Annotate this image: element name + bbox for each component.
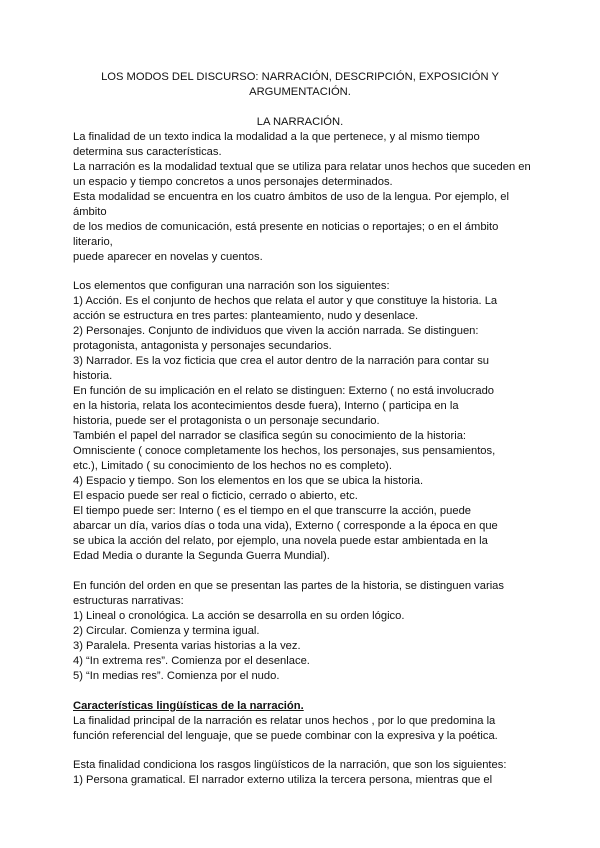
paragraph-line: de los medios de comunicación, está presente en noticias o reportajes; o en el ámbito: [73, 221, 499, 233]
paragraph-line: ámbito: [73, 206, 107, 218]
paragraph-line: etc.), Limitado ( su conocimiento de los hechos no es completo).: [73, 460, 393, 472]
list-item: 4) Espacio y tiempo. Son los elementos en los que se ubica la historia.: [73, 475, 424, 487]
paragraph-line: abarcar un día, varios días o toda una vida), Externo ( corresponde a la época en que: [73, 520, 498, 532]
list-item: 3) Narrador. Es la voz ficticia que crea el autor dentro de la narración para contar su: [73, 355, 490, 367]
paragraph-line: estructuras narrativas:: [73, 595, 184, 607]
list-item: 2) Personajes. Conjunto de individuos que viven la acción narrada. Se distinguen:: [73, 325, 479, 337]
paragraph-line: historia.: [73, 370, 113, 382]
list-item: 4) “In extrema res”. Comienza por el desenlace.: [73, 655, 310, 667]
paragraph-line: Omnisciente ( conoce completamente los hechos, los personajes, sus pensamientos,: [73, 445, 496, 457]
paragraph-line: historia, puede ser el protagonista o un personaje secundario.: [73, 415, 380, 427]
paragraph-line: puede aparecer en novelas y cuentos.: [73, 251, 263, 263]
paragraph-line: en la historia, relata los acontecimientos desde fuera), Interno ( participa en la: [73, 400, 459, 412]
paragraph-line: También el papel del narrador se clasifica según su conocimiento de la historia:: [73, 430, 467, 442]
paragraph-line: protagonista, antagonista y personajes secundarios.: [73, 340, 332, 352]
paragraph-line: función referencial del lenguaje, que se puede combinar con la expresiva y la poética.: [73, 730, 498, 742]
paragraph-line: La finalidad de un texto indica la modalidad a la que pertenece, y al mismo tiempo: [73, 131, 480, 143]
section-title: LA NARRACIÓN.: [256, 116, 344, 128]
list-item: 5) “In medias res”. Comienza por el nudo.: [73, 670, 280, 682]
document-title: ARGUMENTACIÓN.: [249, 86, 351, 98]
paragraph-line: determina sus características.: [73, 146, 222, 158]
paragraph-line: un espacio y tiempo concretos a unos personajes determinados.: [73, 176, 393, 188]
paragraph-line: El tiempo puede ser: Interno ( es el tiempo en el que transcurre la acción, puede: [73, 505, 472, 517]
paragraph-line: acción se estructura en tres partes: planteamiento, nudo y desenlace.: [73, 310, 419, 322]
list-item: 1) Persona gramatical. El narrador externo utiliza la tercera persona, mientras que el: [73, 774, 493, 786]
paragraph-line: se ubica la acción del relato, por ejemplo, una novela puede estar ambientada en la: [73, 535, 488, 547]
document-title: LOS MODOS DEL DISCURSO: NARRACIÓN, DESCRIPCIÓN, EXPOSICIÓN Y: [101, 71, 499, 83]
paragraph-line: Esta finalidad condiciona los rasgos lingüísticos de la narración, que son los siguientes:: [73, 759, 507, 771]
list-item: 1) Lineal o cronológica. La acción se desarrolla en su orden lógico.: [73, 610, 405, 622]
list-item: 3) Paralela. Presenta varias historias a la vez.: [73, 640, 301, 652]
paragraph-line: En función de su implicación en el relato se distinguen: Externo ( no está involucrado: [73, 385, 495, 397]
paragraph-line: Edad Media o durante la Segunda Guerra Mundial).: [73, 550, 330, 562]
paragraph-line: La narración es la modalidad textual que se utiliza para relatar unos hechos que suceden en: [73, 161, 531, 173]
paragraph-line: El espacio puede ser real o ficticio, cerrado o abierto, etc.: [73, 490, 358, 502]
paragraph-line: En función del orden en que se presentan las partes de la historia, se distinguen varias: [73, 580, 504, 592]
paragraph-line: literario,: [73, 236, 113, 248]
paragraph-line: Esta modalidad se encuentra en los cuatro ámbitos de uso de la lengua. Por ejemplo, el: [73, 191, 509, 203]
paragraph-line: La finalidad principal de la narración es relatar unos hechos , por lo que predomina la: [73, 715, 496, 727]
list-item: 2) Circular. Comienza y termina igual.: [73, 625, 260, 637]
paragraph-line: Los elementos que configuran una narración son los siguientes:: [73, 280, 390, 292]
section-heading: Características lingüísticas de la narración.: [73, 700, 304, 712]
list-item: 1) Acción. Es el conjunto de hechos que relata el autor y que constituye la historia. La: [73, 295, 498, 307]
